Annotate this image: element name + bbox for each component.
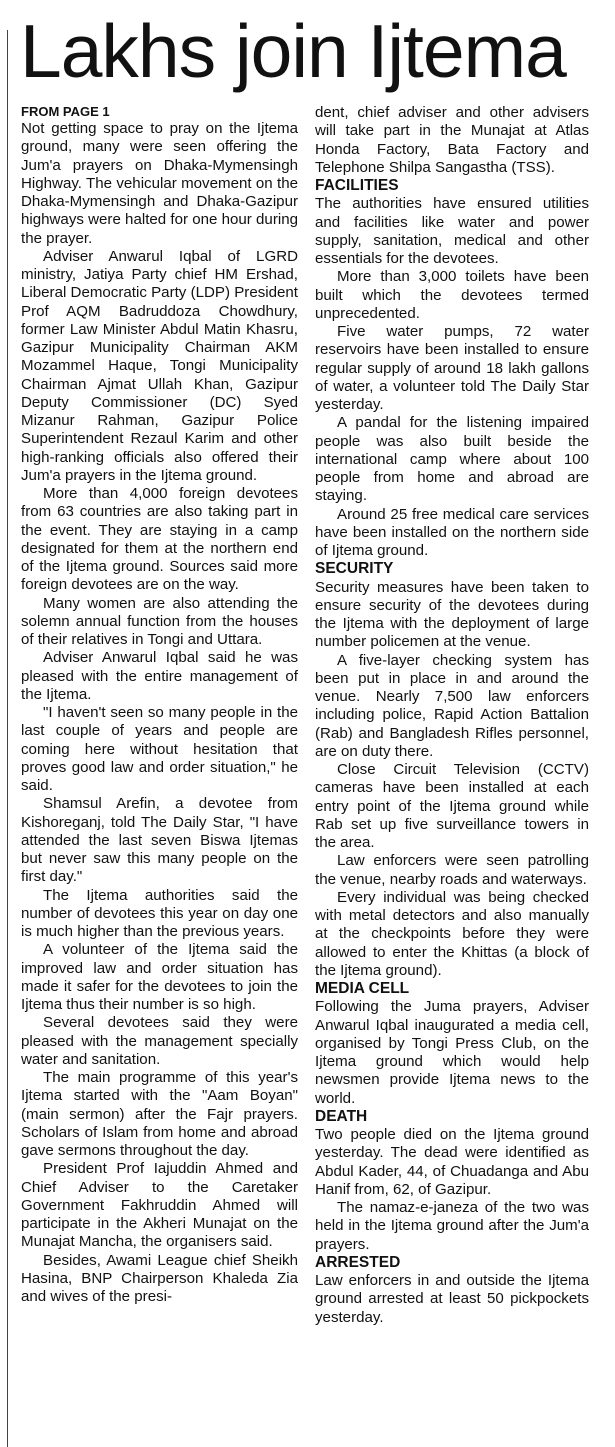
section-heading: ARRESTED — [315, 1253, 401, 1271]
paragraph: Law enforcers in and outside the Ijtema ground arrested at least 50 pickpockets yesterday. — [315, 1272, 589, 1326]
paragraph: Many women are also attending the solemn annual function from the houses of their relatives in Tongi and Uttara. — [21, 594, 298, 648]
paragraph: The Ijtema authorities said the number of devotees this year on day one is much higher than the previous years. — [21, 886, 298, 940]
paragraph: Five water pumps, 72 water reservoirs have been installed to ensure regular supply of around 18 lakh gallons of water, a volunteer told The Daily Star yesterday. — [315, 323, 589, 413]
paragraph: The namaz-e-janeza of the two was held in the Ijtema ground after the Jum'a prayers. — [315, 1199, 589, 1253]
section-heading: MEDIA CELL — [315, 980, 410, 997]
section-media-cell — [315, 980, 589, 1108]
paragraph: Security measures have been taken to ensure security of the devotees during the Ijtema with the deployment of large number policemen at the venue. — [315, 578, 589, 651]
continued-paragraph: dent, chief adviser and other advisers will take part in the Munajat at Atlas Honda Factory, Bata Factory and Telephone Shilpa Sangastha (TSS). — [315, 104, 589, 176]
paragraph: "I haven't seen so many people in the last couple of years and people are coming here without hesitation that proves good law and order situation," he said. — [21, 704, 298, 794]
article-column-left — [21, 104, 298, 1306]
section-facilities — [315, 177, 589, 560]
paragraph: Besides, Awami League chief Sheikh Hasina, BNP Chairperson Khaleda Zia and wives of the presi- — [21, 1251, 298, 1305]
paragraph: The authorities have ensured utilities and facilities like water and power supply, sanitation, medical and other essentials for the devotees. — [315, 195, 589, 267]
left-paragraphs — [21, 120, 298, 1306]
paragraph: A volunteer of the Ijtema said the improved law and order situation has made it safer for the devotees to join the Ijtema thus their number is so high. — [21, 941, 298, 1013]
section-security — [315, 560, 589, 980]
paragraph: Adviser Anwarul Iqbal said he was pleased with the entire management of the Ijtema. — [21, 649, 298, 703]
paragraph: Following the Juma prayers, Adviser Anwarul Iqbal inaugurated a media cell, organised by Tongi Press Club, on the Ijtema ground which would help newsmen provide Ijtema news to the world. — [315, 998, 589, 1107]
paragraph: President Prof Iajuddin Ahmed and Chief Adviser to the Caretaker Government Fakhruddin Ahmed will participate in the Akheri Munajat on the Munajat Mancha, the organisers said. — [21, 1160, 298, 1251]
section-heading: DEATH — [315, 1107, 368, 1125]
column-rule — [7, 30, 8, 1447]
paragraph: Every individual was being checked with metal detectors and also manually at the checkpoints before they were allowed to enter the Khittas (a block of the Ijtema ground). — [315, 888, 589, 979]
dateline: FROM PAGE 1 — [21, 104, 110, 119]
section-heading: FACILITIES — [315, 177, 399, 194]
paragraph: Close Circuit Television (CCTV) cameras have been installed at each entry point of the Ijtema ground while Rab set up five surveillance towers in the area. — [315, 761, 589, 851]
paragraph: A pandal for the listening impaired people was also built beside the international camp where about 100 people from home and abroad are staying. — [315, 414, 589, 505]
article-column-right — [315, 104, 589, 1327]
paragraph: More than 4,000 foreign devotees from 63 countries are also taking part in the event. They are staying in a camp designated for them at the northern end of the Ijtema ground. Sources said more foreign devotees are on the way. — [21, 485, 298, 594]
paragraph: Several devotees said they were pleased with the management specially water and sanitation. — [21, 1014, 298, 1068]
section-death — [315, 1108, 589, 1254]
paragraph: Adviser Anwarul Iqbal of LGRD ministry, Jatiya Party chief HM Ershad, Liberal Democratic Party (LDP) President Prof AQM Badruddoza Chowdhury, former Law Minister Abdul Matin Khasru, Gazipur Municipality Chairman AKM Mozammel Haque, Tongi Municipality Chairman Ajmat Ullah Khan, Gazipur Deputy Commissioner (DC) Syed Mizanur Rahman, Gazipur Police Superintendent Rezaul Karim and other high-ranking officials also offered their Jum'a prayers in the Ijtema ground. — [21, 247, 298, 484]
paragraph: The main programme of this year's Ijtema started with the "Aam Boyan" (main sermon) after the Fajr prayers. Scholars of Islam from home and abroad gave sermons throughout the day. — [21, 1069, 298, 1159]
headline: Lakhs join Ijtema — [20, 9, 566, 93]
paragraph: Law enforcers were seen patrolling the venue, nearby roads and waterways. — [315, 852, 589, 888]
paragraph: Shamsul Arefin, a devotee from Kishoreganj, told The Daily Star, "I have attended the last seven Biswa Ijtemas but never saw this many people on the first day." — [21, 795, 298, 886]
paragraph: More than 3,000 toilets have been built which the devotees termed unprecedented. — [315, 268, 589, 322]
paragraph: Two people died on the Ijtema ground yesterday. The dead were identified as Abdul Kader, 44, of Chuadanga and Abu Hanif from, 62, of Gazipur. — [315, 1126, 589, 1198]
section-arrested — [315, 1254, 589, 1327]
article-sections — [315, 177, 589, 1327]
paragraph: Not getting space to pray on the Ijtema ground, many were seen offering the Jum'a prayers on Dhaka-Mymensingh Highway. The vehicular movement on the Dhaka-Mymensingh and Dhaka-Gazipur highways were halted for one hour during the prayer. — [21, 120, 298, 247]
paragraph: Around 25 free medical care services have been installed on the northern side of Ijtema ground. — [315, 505, 589, 559]
section-heading: SECURITY — [315, 560, 394, 578]
paragraph: A five-layer checking system has been put in place in and around the venue. Nearly 7,500 law enforcers including police, Rapid Action Battalion (Rab) and Bangladesh Rifles personnel, are on duty there. — [315, 651, 589, 760]
